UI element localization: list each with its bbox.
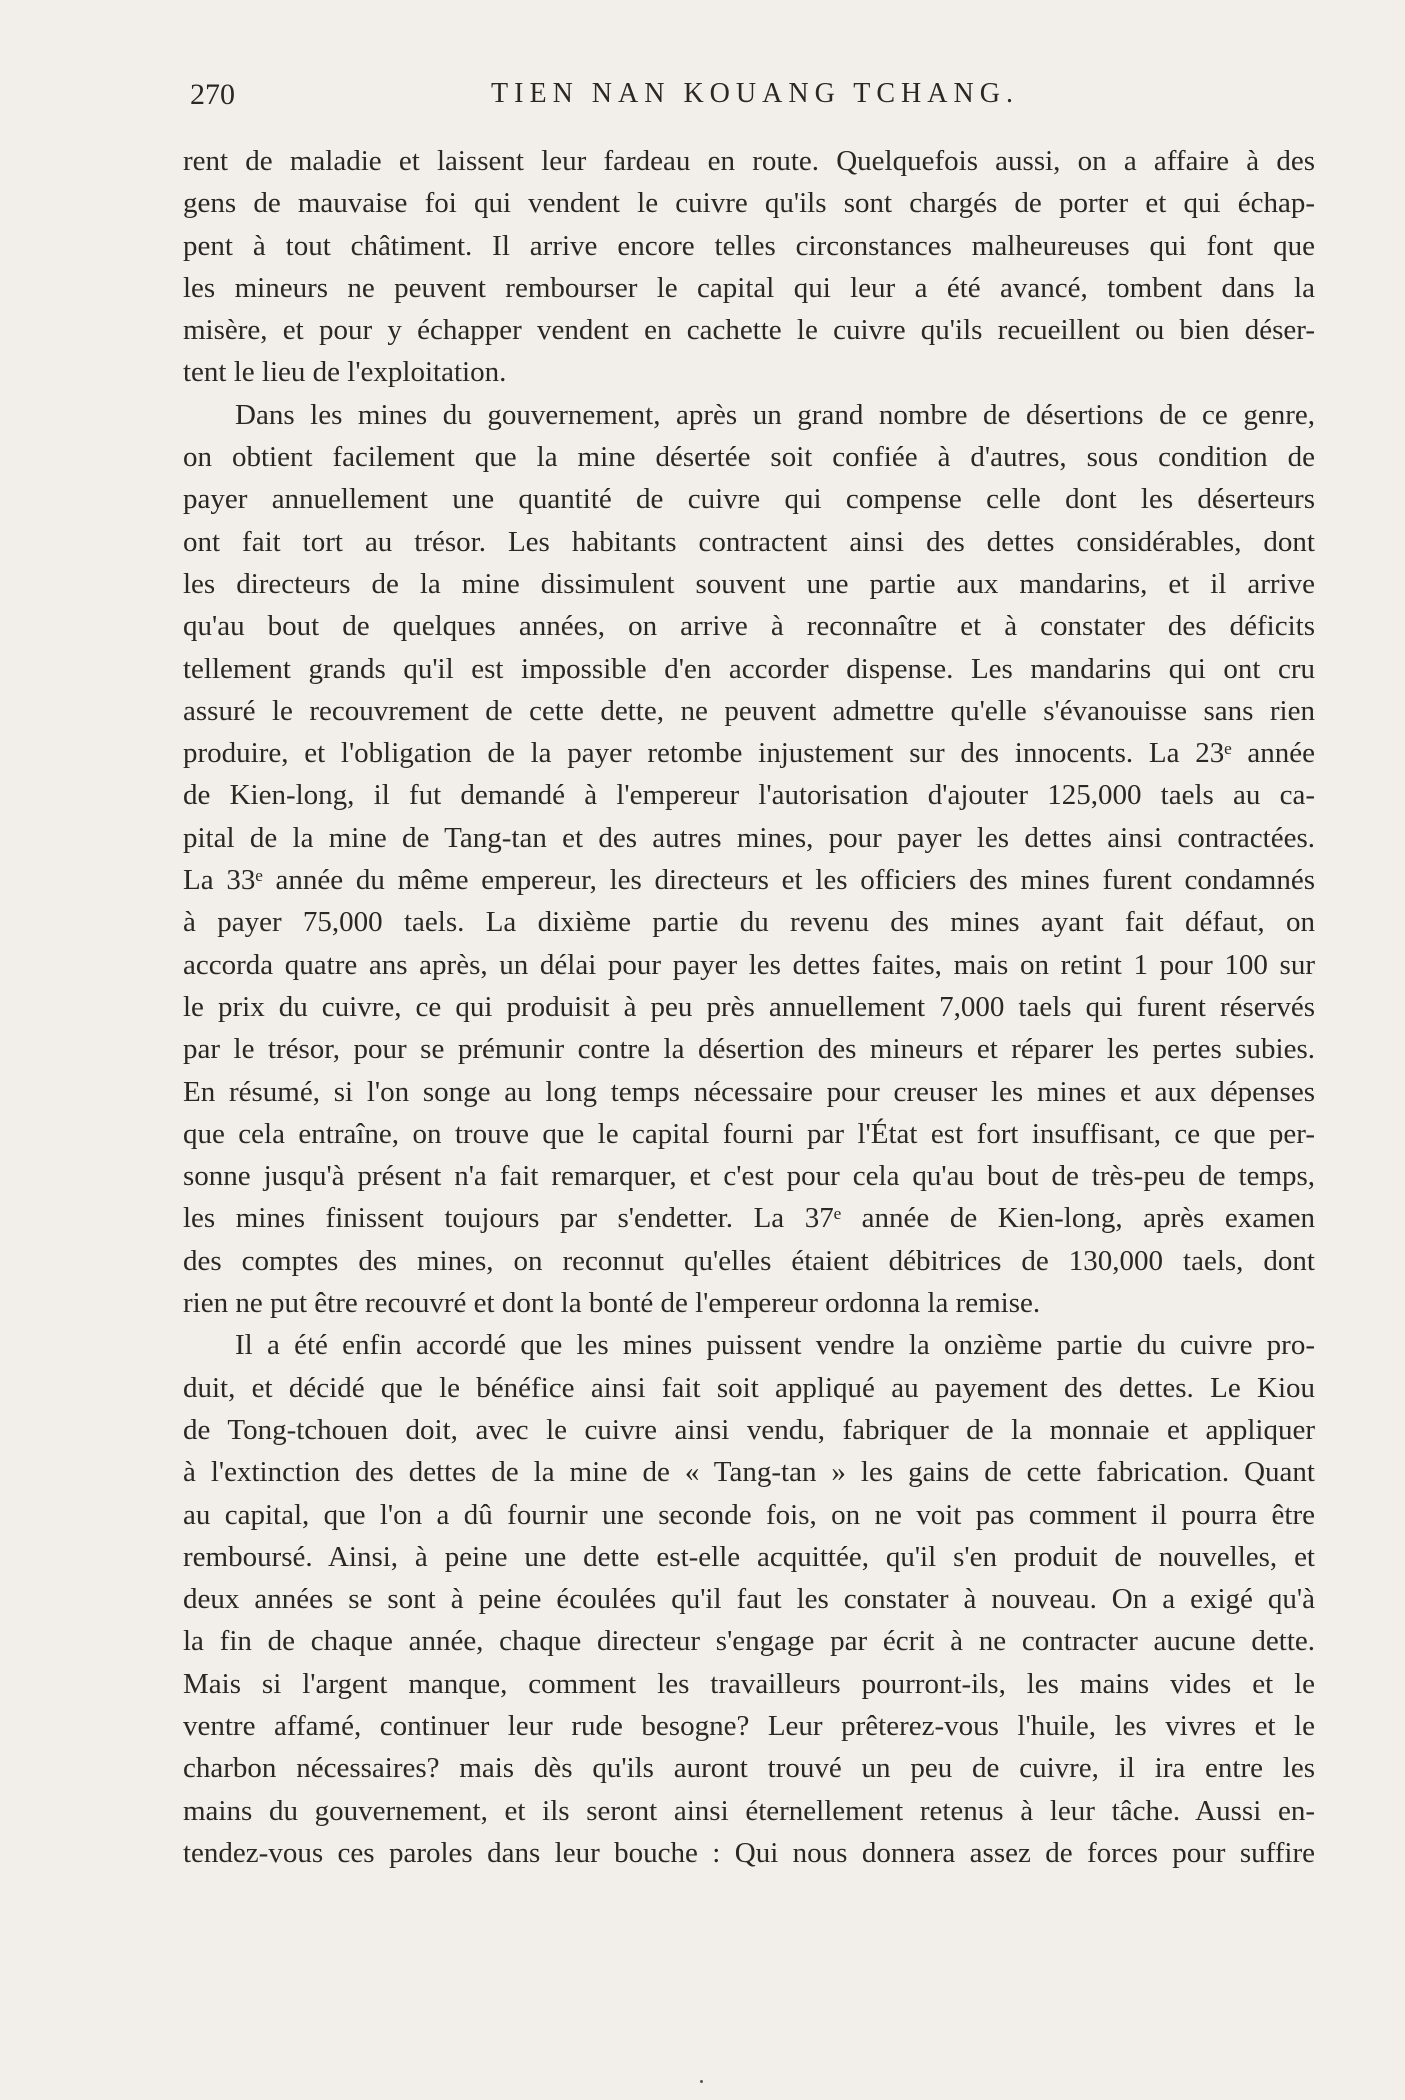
text-line: tellement grands qu'il est impossible d'en accorder dispense. Les mandarins qui ont cru bbox=[183, 652, 1315, 685]
body-text bbox=[183, 140, 1315, 1874]
text-line: misère, et pour y échapper vendent en cachette le cuivre qu'ils recueillent ou bien déser- bbox=[183, 314, 1315, 347]
text-line: on obtient facilement que la mine désertée soit confiée à d'autres, sous condition de bbox=[183, 441, 1315, 474]
page-number: 270 bbox=[190, 78, 235, 111]
text-line: mains du gouvernement, et ils seront ainsi éternellement retenus à leur tâche. Aussi en- bbox=[183, 1794, 1315, 1827]
text-line: les mines finissent toujours par s'endetter. La 37ᵉ année de Kien-long, après examen bbox=[183, 1202, 1315, 1235]
text-line: les mineurs ne peuvent rembourser le capital qui leur a été avancé, tombent dans la bbox=[183, 271, 1315, 304]
text-line: tendez-vous ces paroles dans leur bouche : Qui nous donnera assez de forces pour suffire bbox=[183, 1836, 1315, 1869]
text-line: En résumé, si l'on songe au long temps nécessaire pour creuser les mines et aux dépenses bbox=[183, 1075, 1315, 1108]
text-line: la fin de chaque année, chaque directeur s'engage par écrit à ne contracter aucune dette. bbox=[183, 1625, 1315, 1658]
text-line: par le trésor, pour se prémunir contre la désertion des mineurs et réparer les pertes subies. bbox=[183, 1033, 1315, 1066]
text-line: au capital, que l'on a dû fournir une seconde fois, on ne voit pas comment il pourra être bbox=[183, 1498, 1315, 1531]
text-line: ventre affamé, continuer leur rude besogne? Leur prêterez-vous l'huile, les vivres et le bbox=[183, 1709, 1315, 1742]
text-line: ont fait tort au trésor. Les habitants contractent ainsi des dettes considérables, dont bbox=[183, 525, 1315, 558]
text-line: charbon nécessaires? mais dès qu'ils auront trouvé un peu de cuivre, il ira entre les bbox=[183, 1752, 1315, 1785]
text-line: de Kien-long, il fut demandé à l'empereur l'autorisation d'ajouter 125,000 taels au ca- bbox=[183, 779, 1315, 812]
text-line: tent le lieu de l'exploitation. bbox=[183, 356, 507, 389]
text-line: pital de la mine de Tang-tan et des autres mines, pour payer les dettes ainsi contractées. bbox=[183, 821, 1315, 854]
text-line: La 33ᵉ année du même empereur, les directeurs et les officiers des mines furent condamnés bbox=[183, 864, 1315, 897]
text-line: de Tong-tchouen doit, avec le cuivre ainsi vendu, fabriquer de la monnaie et appliquer bbox=[183, 1413, 1315, 1446]
text-line: deux années se sont à peine écoulées qu'il faut les constater à nouveau. On a exigé qu'à bbox=[183, 1583, 1315, 1616]
text-line: les directeurs de la mine dissimulent souvent une partie aux mandarins, et il arrive bbox=[183, 567, 1315, 600]
paragraph bbox=[183, 140, 1315, 394]
text-line: Dans les mines du gouvernement, après un grand nombre de désertions de ce genre, bbox=[235, 398, 1315, 431]
text-line: que cela entraîne, on trouve que le capital fourni par l'État est fort insuffisant, ce que per- bbox=[183, 1117, 1315, 1150]
text-line: des comptes des mines, on reconnut qu'elles étaient débitrices de 130,000 taels, dont bbox=[183, 1244, 1315, 1277]
text-line: Il a été enfin accordé que les mines puissent vendre la onzième partie du cuivre pro- bbox=[235, 1329, 1315, 1362]
text-line: accorda quatre ans après, un délai pour payer les dettes faites, mais on retint 1 pour 100 sur bbox=[183, 948, 1315, 981]
text-line: qu'au bout de quelques années, on arrive à reconnaître et à constater des déficits bbox=[183, 610, 1315, 643]
text-line: assuré le recouvrement de cette dette, ne peuvent admettre qu'elle s'évanouisse sans rien bbox=[183, 694, 1315, 727]
text-line: produire, et l'obligation de la payer retombe injustement sur des innocents. La 23ᵉ année bbox=[183, 737, 1315, 770]
text-line: sonne jusqu'à présent n'a fait remarquer, et c'est pour cela qu'au bout de très-peu de temps, bbox=[183, 1160, 1315, 1193]
text-line: gens de mauvaise foi qui vendent le cuivre qu'ils sont chargés de porter et qui échap- bbox=[183, 187, 1315, 220]
text-line: remboursé. Ainsi, à peine une dette est-elle acquittée, qu'il s'en produit de nouvelles, et bbox=[183, 1540, 1315, 1573]
text-line: duit, et décidé que le bénéfice ainsi fait soit appliqué au payement des dettes. Le Kiou bbox=[183, 1371, 1315, 1404]
paper-speck bbox=[700, 2080, 703, 2083]
paragraph bbox=[183, 394, 1315, 1325]
text-line: le prix du cuivre, ce qui produisit à peu près annuellement 7,000 taels qui furent réservés bbox=[183, 990, 1315, 1023]
text-line: rent de maladie et laissent leur fardeau en route. Quelquefois aussi, on a affaire à des bbox=[183, 145, 1315, 177]
page-header bbox=[190, 78, 1320, 118]
text-line: à payer 75,000 taels. La dixième partie du revenu des mines ayant fait défaut, on bbox=[183, 906, 1315, 939]
running-title: TIEN NAN KOUANG TCHANG. bbox=[491, 78, 1019, 109]
text-line: payer annuellement une quantité de cuivre qui compense celle dont les déserteurs bbox=[183, 483, 1315, 516]
text-line: Mais si l'argent manque, comment les travailleurs pourront-ils, les mains vides et le bbox=[183, 1667, 1315, 1700]
paragraph bbox=[183, 1324, 1315, 1874]
text-line: rien ne put être recouvré et dont la bonté de l'empereur ordonna la remise. bbox=[183, 1287, 1041, 1320]
text-line: à l'extinction des dettes de la mine de « Tang-tan » les gains de cette fabrication. Quant bbox=[183, 1456, 1315, 1489]
text-line: pent à tout châtiment. Il arrive encore telles circonstances malheureuses qui font que bbox=[183, 229, 1315, 262]
